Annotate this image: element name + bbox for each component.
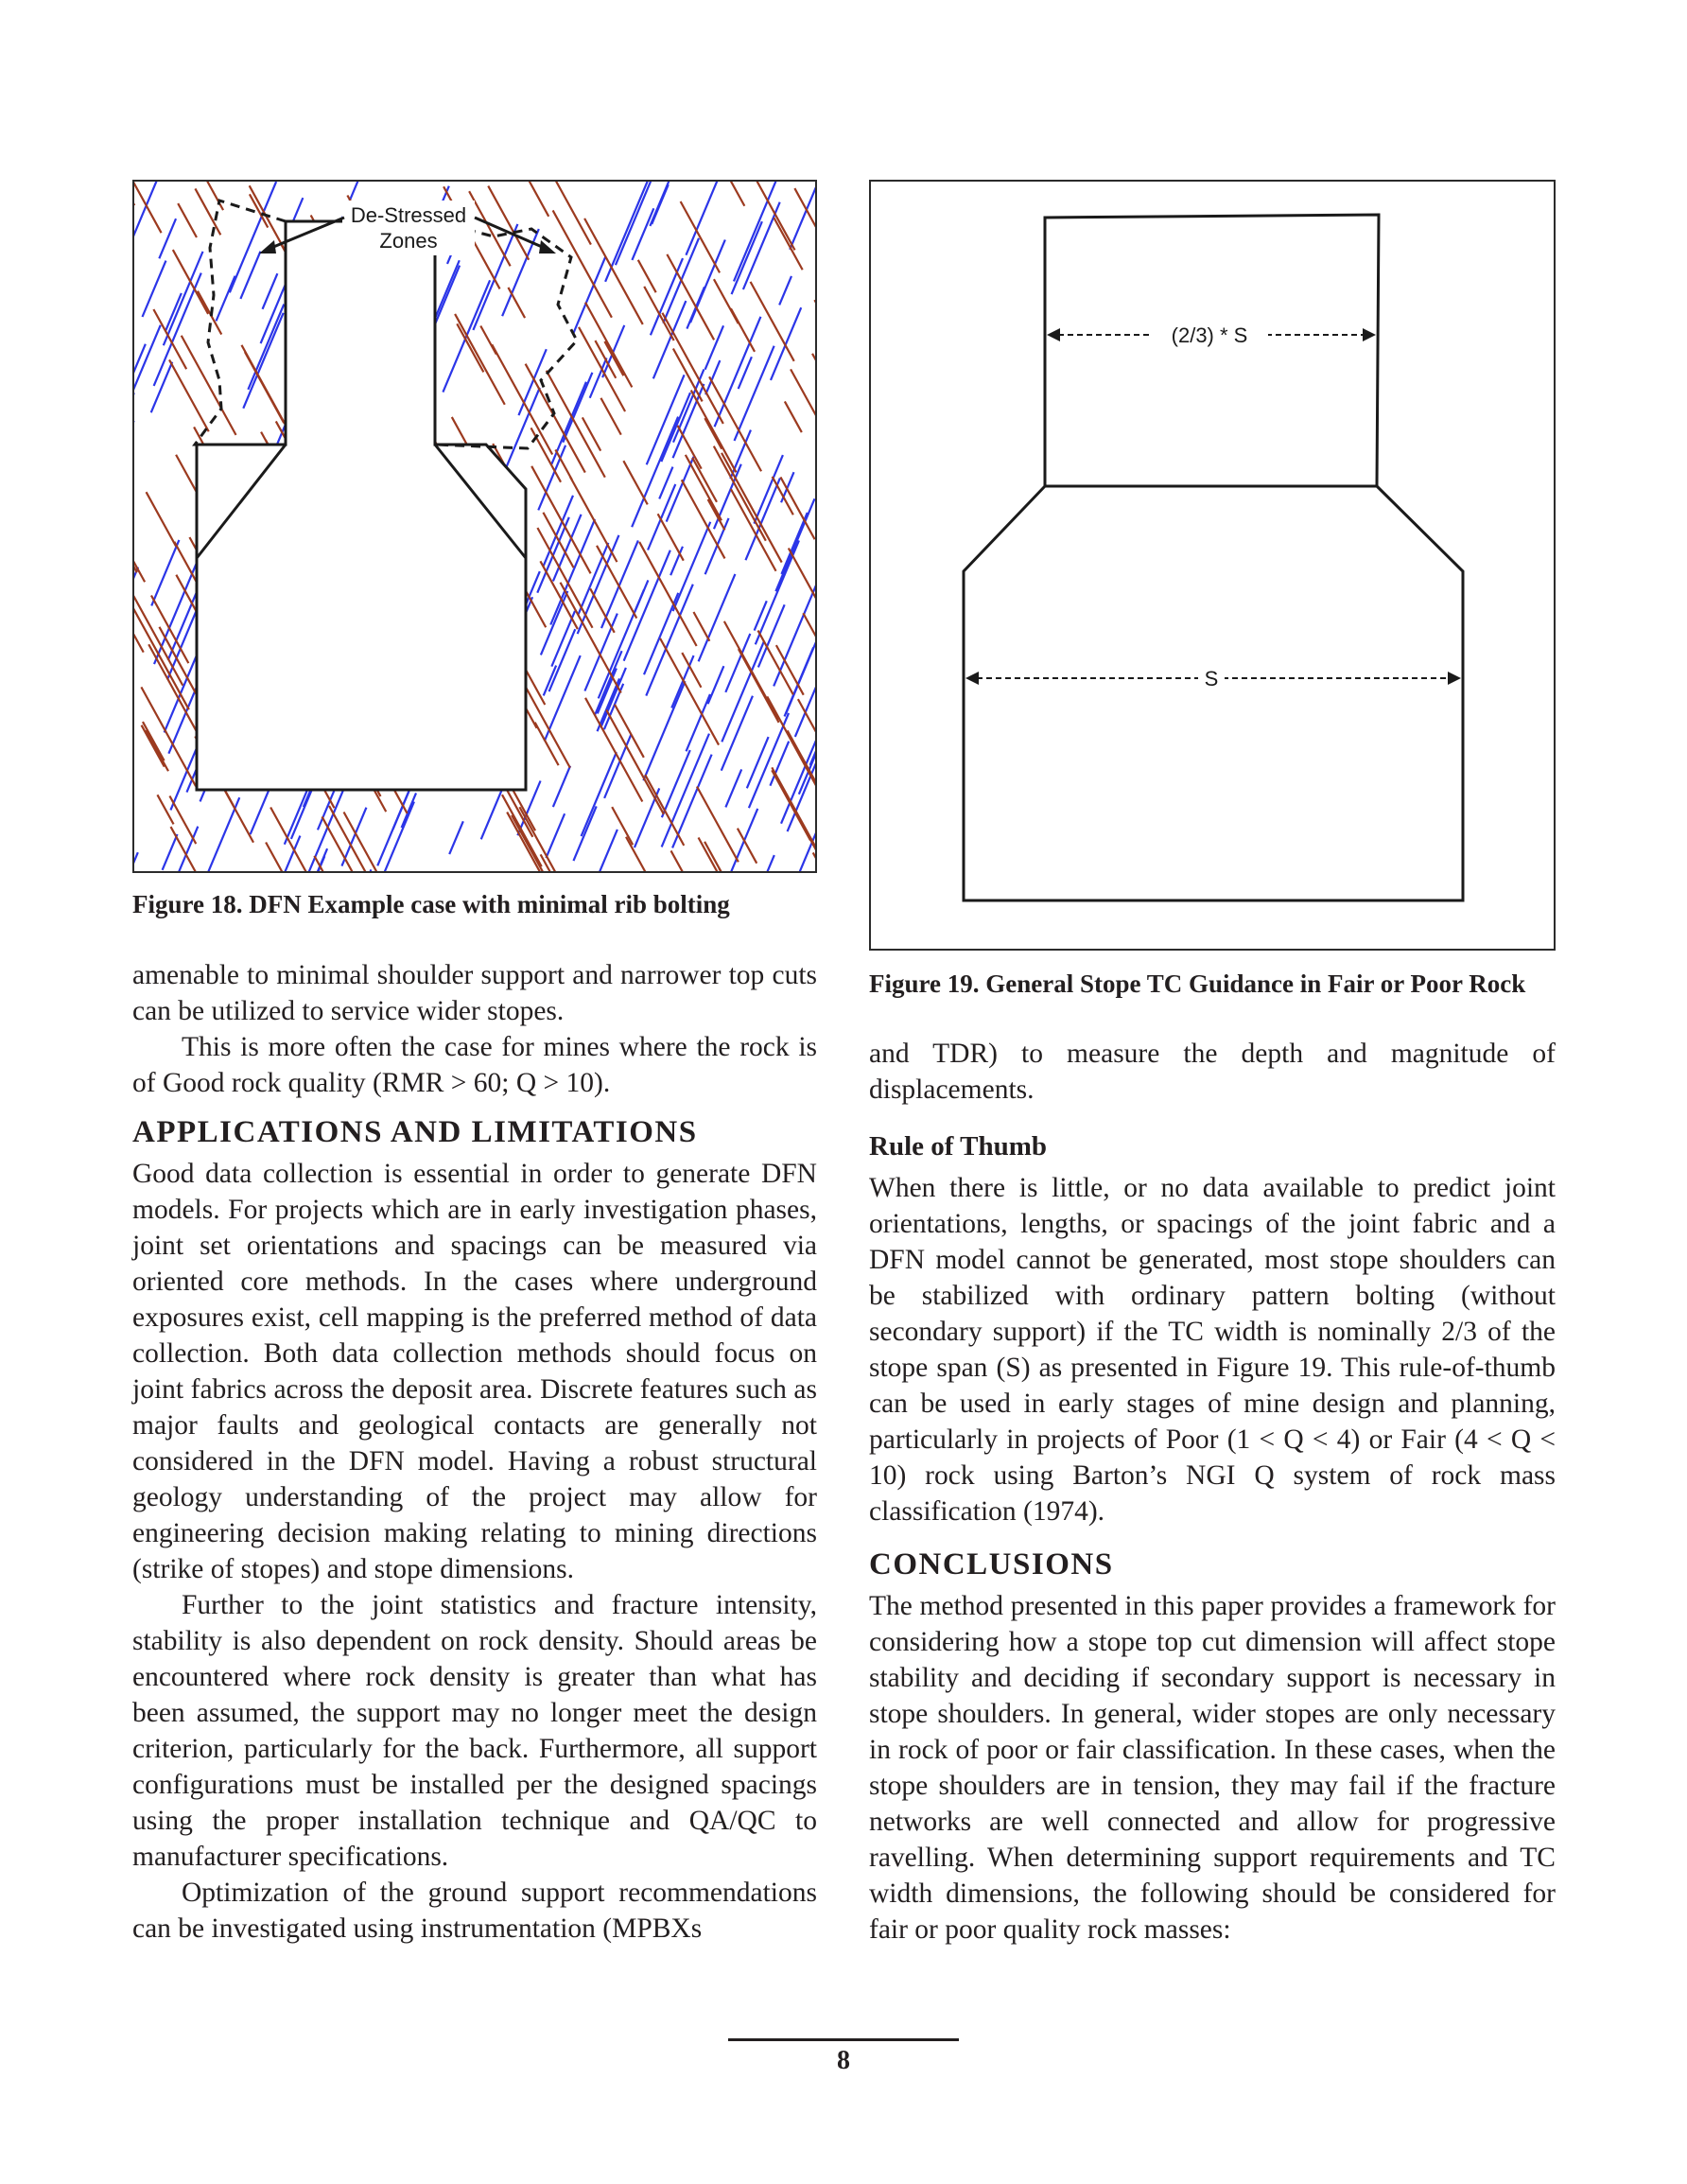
joint-trace <box>579 543 609 614</box>
joint-trace <box>788 735 815 831</box>
stope-guidance-diagram <box>871 182 1554 949</box>
label-destressed: De-Stressed <box>350 203 467 227</box>
joint-trace <box>245 352 284 423</box>
joint-trace <box>709 376 761 471</box>
joint-trace <box>749 713 789 808</box>
joint-trace <box>651 258 683 335</box>
joint-trace <box>134 622 144 652</box>
joint-trace <box>168 585 200 660</box>
label-zones: Zones <box>379 229 438 253</box>
joint-trace <box>151 540 179 605</box>
joint-trace <box>143 261 166 317</box>
joint-trace <box>171 827 203 871</box>
joint-trace <box>644 287 673 341</box>
joint-trace <box>708 666 724 704</box>
paragraph: When there is little, or no data available to predict joint orientations, lengths, or spacings of the joint fabric and a DFN model cannot be generated, most stope shoulders can be stabilized with ordinary pattern bolting (without secondary support) if the TC width is nominally 2/3 of the stope span (S) as presented in Figure 19. This rule-of-thumb can be used in early stages of mine design and planning, particularly in projects of Poor (1 < Q < 4) or Fair (4 < Q < 10) rock using Barton’s NGI Q system of rock mass classification (1974). <box>869 1173 1556 1527</box>
joint-trace <box>143 722 165 760</box>
joint-trace <box>789 549 815 625</box>
joint-trace <box>449 821 463 854</box>
joint-trace <box>604 735 631 798</box>
joint-trace <box>543 513 573 568</box>
joint-trace <box>600 398 620 435</box>
joint-trace <box>584 218 643 324</box>
paragraph: amenable to minimal shoulder support and narrower top cuts can be utilized to service wider stopes. <box>132 960 817 1026</box>
footer-rule <box>728 2038 959 2041</box>
joint-trace <box>667 457 694 522</box>
joint-trace <box>547 371 605 478</box>
joint-trace <box>525 182 548 217</box>
joint-trace <box>758 631 793 695</box>
left-column <box>132 957 817 1947</box>
joint-trace <box>781 513 807 574</box>
joint-trace <box>142 725 165 767</box>
joint-trace <box>134 568 138 671</box>
joint-trace <box>538 446 565 511</box>
joint-trace <box>549 629 576 691</box>
top-span-arrowhead-left-icon <box>1047 328 1060 341</box>
joint-trace <box>469 191 511 266</box>
joint-trace <box>681 201 720 272</box>
joint-trace <box>686 455 722 520</box>
joint-trace <box>164 252 203 345</box>
stope-profile <box>965 215 1465 900</box>
joint-trace <box>755 601 767 630</box>
joint-trace <box>531 466 590 574</box>
joint-trace <box>573 256 605 333</box>
figure-19 <box>869 180 1556 951</box>
figure-18 <box>132 180 817 873</box>
joint-trace <box>791 369 815 480</box>
destressed-zone-left <box>195 201 286 445</box>
right-column <box>869 1036 1556 1948</box>
top-span-arrowhead-right-icon <box>1363 328 1376 341</box>
joint-trace <box>146 730 168 771</box>
joint-trace <box>739 357 752 389</box>
joint-trace <box>693 612 709 641</box>
joint-trace <box>134 182 156 282</box>
section-heading-applications: APPLICATIONS AND LIMITATIONS <box>132 1115 698 1149</box>
joint-trace <box>803 613 815 647</box>
joint-trace <box>697 787 739 863</box>
paragraph: The method presented in this paper provides a framework for considering how a stope top cut dimension will affect stope stability and deciding if secondary support is necessary in stope shoulders. In general, wider stopes are only necessary in rock of poor or fair classification. In these cases, when the stope shoulders are in tension, they may fail if the fracture networks are well connected and allow for progressive ravelling. When determining support requirements and TC width dimensions, the following should be considered for fair or poor quality rock masses: <box>869 1591 1556 1945</box>
joint-trace <box>635 788 659 847</box>
joint-trace <box>699 574 736 661</box>
joint-trace <box>546 813 565 858</box>
top-span-label: (2/3) * S <box>1171 323 1248 347</box>
joint-trace <box>512 815 564 871</box>
joint-trace <box>785 401 802 432</box>
joint-trace <box>262 836 300 871</box>
joint-trace <box>553 766 570 807</box>
joint-trace <box>248 305 284 390</box>
joint-trace <box>616 182 651 265</box>
joint-trace <box>775 498 814 591</box>
joint-trace <box>660 638 719 745</box>
section-heading-conclusions: CONCLUSIONS <box>869 1547 1114 1581</box>
joint-trace <box>535 723 559 765</box>
joint-trace <box>573 806 596 861</box>
joint-trace <box>549 182 591 245</box>
paragraph: This is more often the case for mines where the rock is of Good rock quality (RMR > 60; Q > 10). <box>132 1032 817 1098</box>
joint-trace <box>730 430 751 480</box>
joint-trace <box>134 344 146 439</box>
joint-trace <box>699 837 719 871</box>
joint-trace <box>583 417 600 450</box>
joint-trace <box>643 681 685 780</box>
joint-trace <box>813 852 815 871</box>
stope-profile-outline <box>1013 214 1412 484</box>
joint-trace <box>606 710 664 814</box>
joint-trace <box>705 325 723 369</box>
figure-18-caption: Figure 18. DFN Example case with minimal rib bolting <box>132 890 730 918</box>
page-number: 8 <box>837 2046 850 2075</box>
span-arrowhead-left-icon <box>965 672 979 685</box>
joint-trace <box>612 807 633 845</box>
joint-trace <box>582 752 617 836</box>
dfn-diagram <box>134 182 815 871</box>
joint-trace <box>704 418 722 449</box>
joint-trace <box>402 793 416 828</box>
joint-trace <box>134 588 183 685</box>
joint-trace <box>488 186 529 260</box>
joint-trace <box>686 182 719 255</box>
paragraph: and TDR) to measure the depth and magnitude of displacements. <box>869 1039 1556 1105</box>
joint-trace <box>585 698 642 802</box>
joint-trace <box>673 522 711 611</box>
paragraph: Further to the joint statistics and fracture intensity, stability is also dependent on rock density. Should areas be encountered where rock density is greater than what has been assumed, the support may no longer meet the design criterion, particularly for the back. Furthermore, all support configurations must be installed per the designed spacings using the proper installation technique and QA/QC to manufacturer specifications. <box>132 1590 817 1872</box>
joint-trace <box>691 391 737 473</box>
stope-lower-outline <box>964 486 1463 900</box>
joint-trace <box>671 850 726 871</box>
paragraph: Optimization of the ground support recommendations can be investigated using instrumentation (MPBXs <box>132 1878 817 1944</box>
joint-trace <box>544 496 573 567</box>
joint-trace <box>623 461 647 504</box>
joint-trace <box>541 591 567 655</box>
joint-trace <box>779 276 791 306</box>
joint-trace <box>658 514 684 560</box>
joint-trace <box>182 336 236 435</box>
joint-trace <box>735 346 774 441</box>
arrowhead-right-icon <box>539 240 556 253</box>
joint-trace <box>810 711 815 765</box>
joint-trace <box>163 834 178 870</box>
subsection-heading-rule-of-thumb: Rule of Thumb <box>869 1131 1048 1162</box>
joint-trace <box>714 446 766 541</box>
joint-trace <box>351 869 371 871</box>
joint-trace <box>169 795 196 844</box>
joint-trace <box>662 750 690 817</box>
joint-trace <box>134 852 138 871</box>
joint-trace <box>178 827 198 871</box>
joint-trace <box>263 273 278 309</box>
joint-trace <box>727 182 745 206</box>
figure-19-caption: Figure 19. General Stope TC Guidance in Fair or Poor Rock <box>869 970 1526 998</box>
stope-full-outline <box>197 221 526 790</box>
joint-trace <box>508 288 525 318</box>
joint-trace <box>147 492 177 546</box>
span-label: S <box>1204 667 1219 690</box>
joint-trace <box>322 816 375 871</box>
joint-trace <box>169 359 209 431</box>
joint-trace <box>217 276 235 322</box>
joint-trace <box>178 203 197 237</box>
joint-trace <box>814 300 815 382</box>
joint-trace <box>455 314 505 405</box>
joint-trace <box>771 307 801 380</box>
joint-trace <box>545 655 581 741</box>
joint-trace <box>638 260 656 292</box>
joint-trace <box>725 769 741 807</box>
joint-trace <box>747 737 769 788</box>
joint-trace <box>774 218 802 270</box>
joint-trace <box>670 547 683 575</box>
joint-trace <box>173 250 208 314</box>
paragraph: Good data collection is essential in order to generate DFN models. For projects which are in early investigation phases, joint set orientations and spacings can be measured via oriented core methods. In the cases where underground exposures exist, cell mapping is the preferred method of data collection. Both data collection methods should focus on joint fabrics across the deposit area. Discrete features such as major faults and geological contacts are generally not considered in the DFN model. Having a robust structural geology understanding of the project may allow for engineering decision making relating to mining directions (strike of stopes) and stope dimensions. <box>132 1159 817 1584</box>
top-cut-outline <box>1045 215 1379 486</box>
joint-trace <box>134 603 189 710</box>
span-arrowhead-right-icon <box>1448 672 1461 685</box>
joint-trace <box>646 585 693 696</box>
joint-trace <box>692 458 717 502</box>
joint-trace <box>380 802 414 871</box>
arrowhead-left-icon <box>259 240 276 253</box>
